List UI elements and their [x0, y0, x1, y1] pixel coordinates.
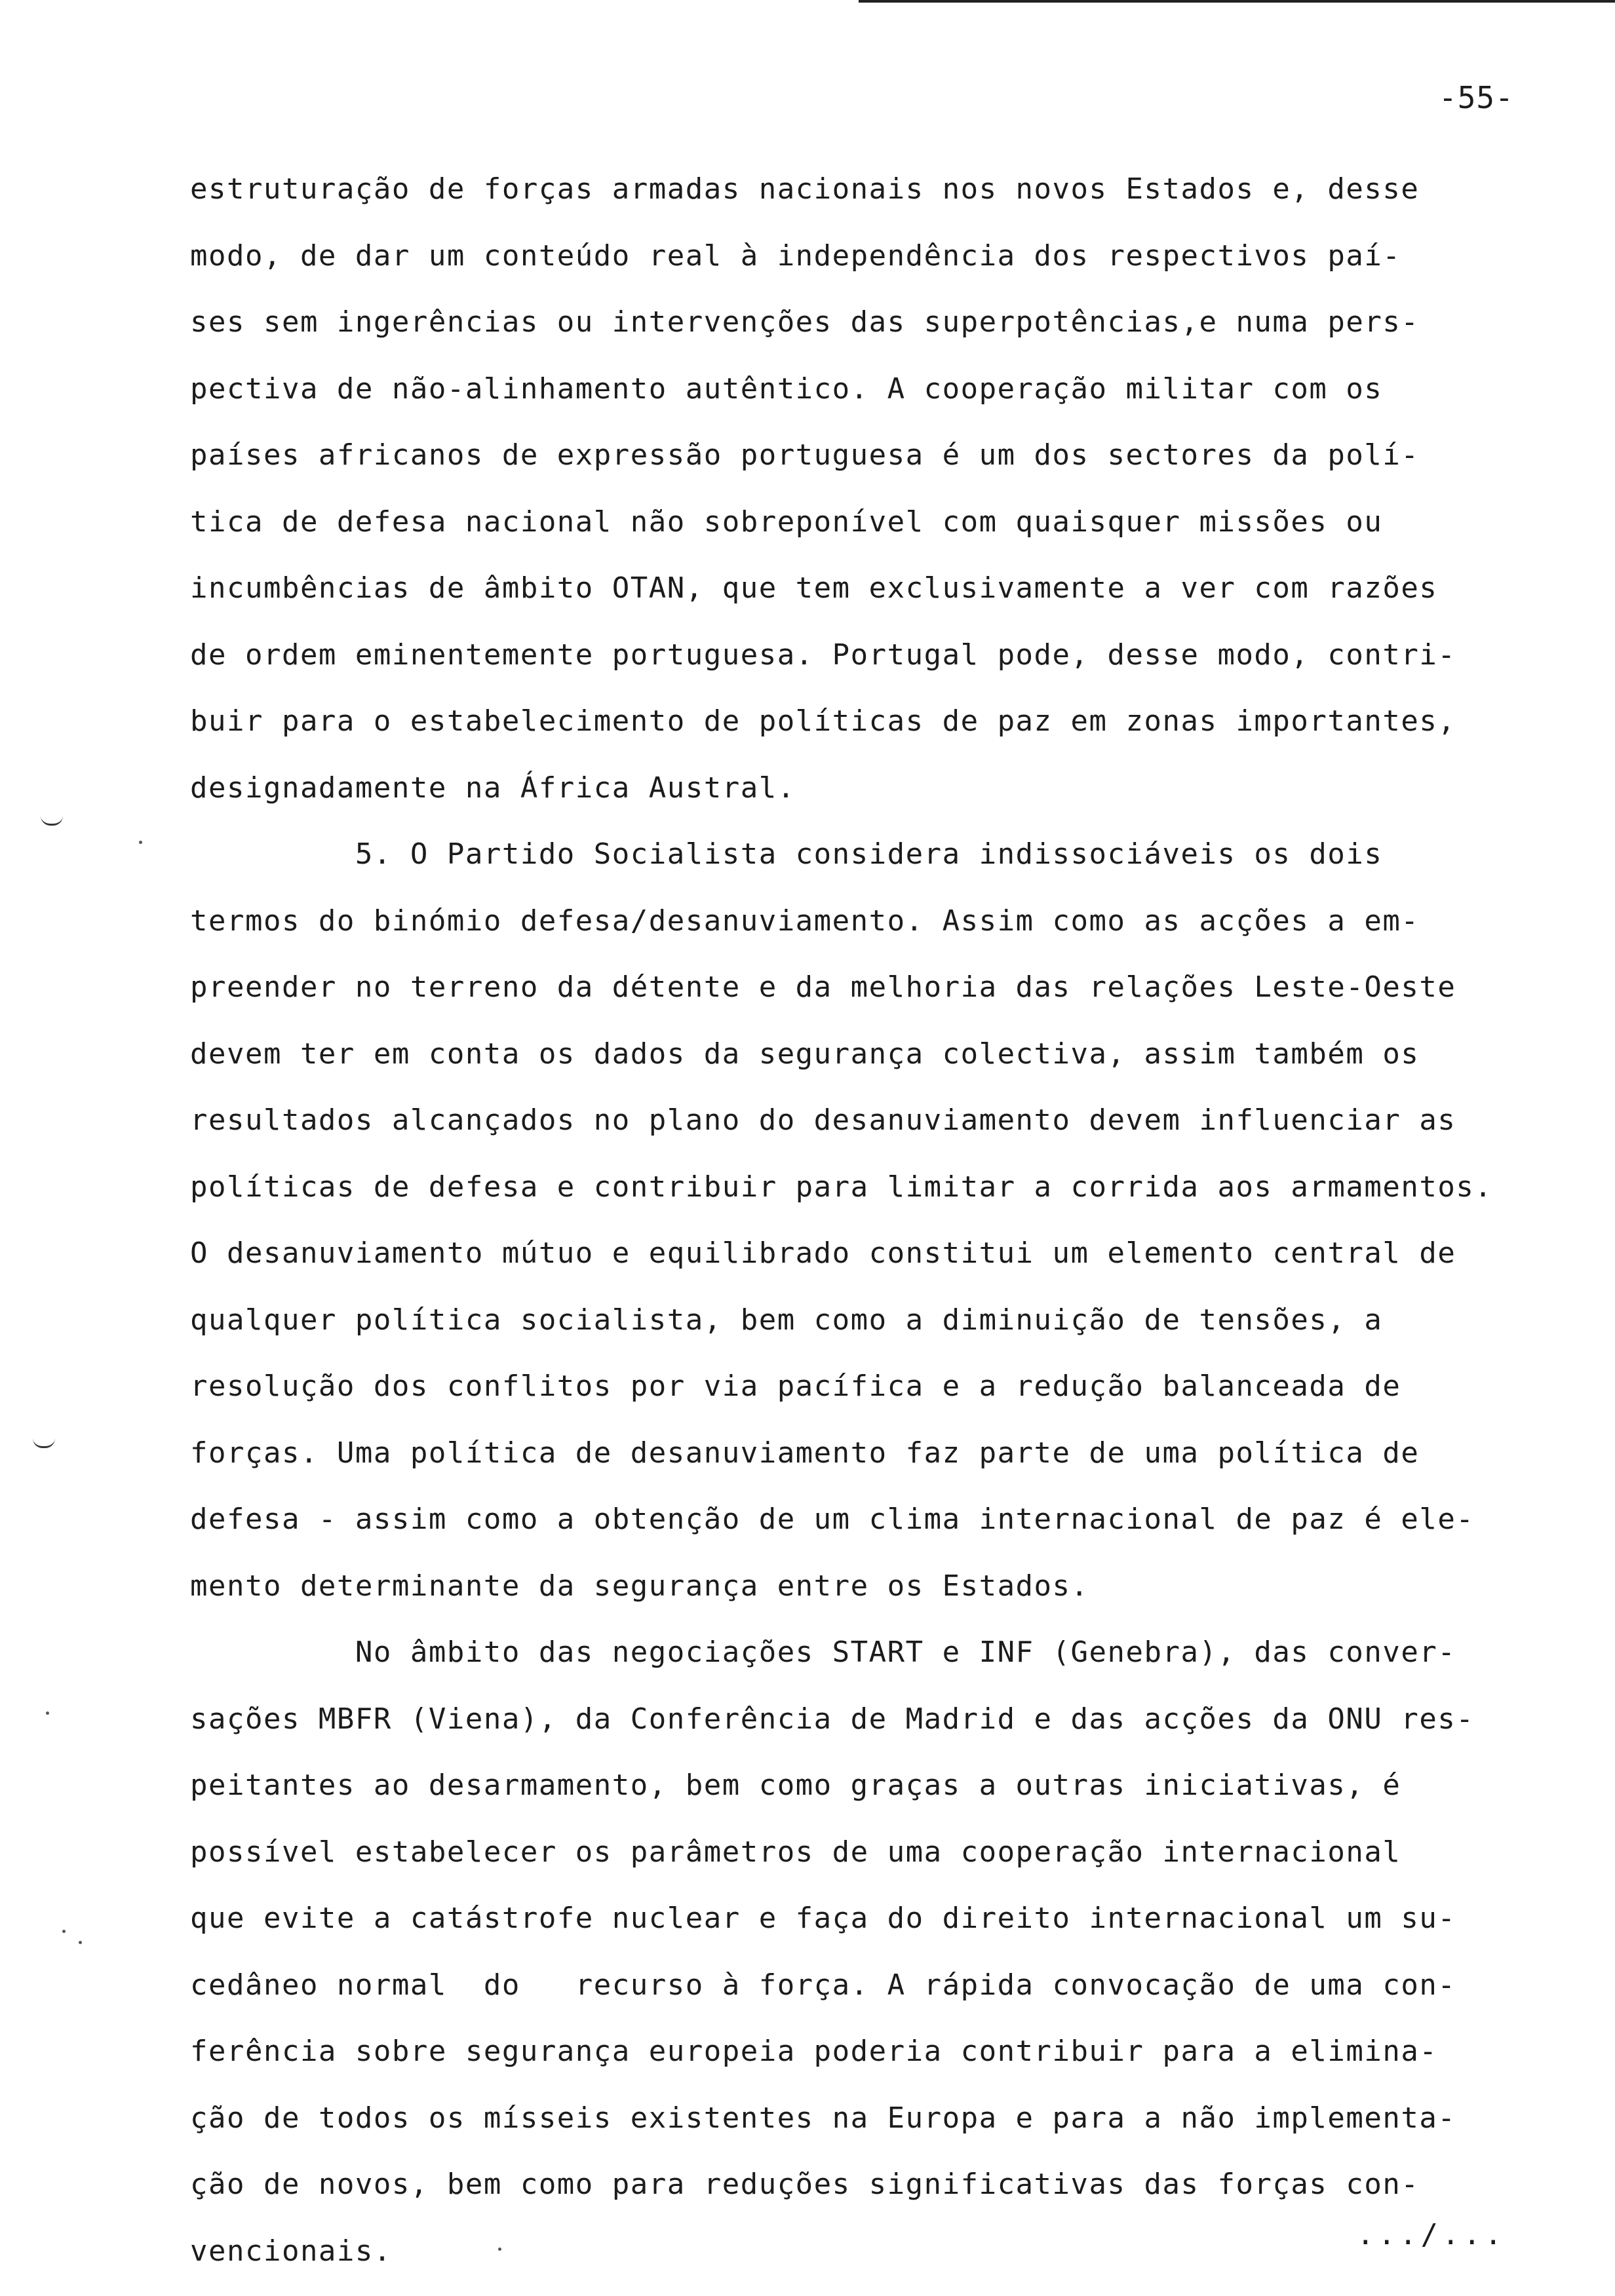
text-line: devem ter em conta os dados da segurança colectiva, assim também os [190, 1037, 1420, 1071]
text-line: de ordem eminentemente portuguesa. Portugal pode, desse modo, contri- [190, 638, 1456, 672]
text-line: ses sem ingerências ou intervenções das superpotências,e numa pers- [190, 305, 1420, 339]
text-line: pectiva de não-alinhamento autêntico. A cooperação militar com os [190, 372, 1383, 406]
margin-punch-mark [41, 816, 63, 826]
text-line: estruturação de forças armadas nacionais nos novos Estados e, desse [190, 172, 1420, 206]
page-number: -55- [1439, 80, 1514, 115]
text-line: preender no terreno da détente e da melhoria das relações Leste-Oeste [190, 970, 1456, 1004]
text-line: buir para o estabelecimento de políticas de paz em zonas importantes, [190, 704, 1456, 738]
scan-speck [79, 1941, 82, 1944]
text-line: tica de defesa nacional não sobreponível com quaisquer missões ou [190, 505, 1383, 539]
text-line: mento determinante da segurança entre os Estados. [190, 1569, 1089, 1603]
continuation-mark: .../... [1357, 2218, 1506, 2251]
text-line: incumbências de âmbito OTAN, que tem exclusivamente a ver com razões [190, 571, 1438, 605]
text-line: ferência sobre segurança europeia poderia contribuir para a elimina- [190, 2035, 1438, 2068]
text-line: defesa - assim como a obtenção de um clima internacional de paz é ele- [190, 1502, 1475, 1536]
text-line: ção de todos os mísseis existentes na Europa e para a não implementa- [190, 2101, 1456, 2135]
text-line: O desanuviamento mútuo e equilibrado constitui um elemento central de [190, 1236, 1456, 1270]
text-line: países africanos de expressão portuguesa é um dos sectores da polí- [190, 438, 1420, 472]
text-line: peitantes ao desarmamento, bem como graças a outras iniciativas, é [190, 1769, 1401, 1802]
text-line: No âmbito das negociações START e INF (Genebra), das conver- [190, 1636, 1456, 1669]
text-line: sações MBFR (Viena), da Conferência de Madrid e das acções da ONU res- [190, 1702, 1475, 1736]
scan-speck [46, 1712, 49, 1715]
text-line: termos do binómio defesa/desanuviamento. Assim como as acções a em- [190, 904, 1420, 938]
body-text [190, 156, 1599, 2284]
text-line: resultados alcançados no plano do desanuviamento devem influenciar as [190, 1103, 1456, 1137]
text-line: que evite a catástrofe nuclear e faça do direito internacional um su- [190, 1902, 1456, 1935]
text-line: ção de novos, bem como para reduções significativas das forças con- [190, 2168, 1420, 2201]
text-line: vencionais. [190, 2234, 392, 2268]
text-line: resolução dos conflitos por via pacífica e a redução balanceada de [190, 1369, 1401, 1403]
text-line: cedâneo normal do recurso à força. A rápida convocação de uma con- [190, 1968, 1456, 2002]
text-line: forças. Uma política de desanuviamento faz parte de uma política de [190, 1436, 1420, 1470]
text-line: qualquer política socialista, bem como a diminuição de tensões, a [190, 1303, 1383, 1337]
scan-speck [62, 1930, 66, 1933]
text-line: políticas de defesa e contribuir para limitar a corrida aos armamentos. [190, 1170, 1493, 1204]
text-line: possível estabelecer os parâmetros de uma cooperação internacional [190, 1835, 1401, 1869]
scan-speck [139, 841, 142, 844]
text-line: modo, de dar um conteúdo real à independência dos respectivos paí- [190, 239, 1401, 273]
scan-speck [498, 2248, 501, 2251]
margin-punch-mark [33, 1438, 55, 1448]
text-line: designadamente na África Austral. [190, 771, 796, 805]
text-line: 5. O Partido Socialista considera indissociáveis os dois [190, 837, 1383, 871]
top-rule [859, 0, 1615, 3]
